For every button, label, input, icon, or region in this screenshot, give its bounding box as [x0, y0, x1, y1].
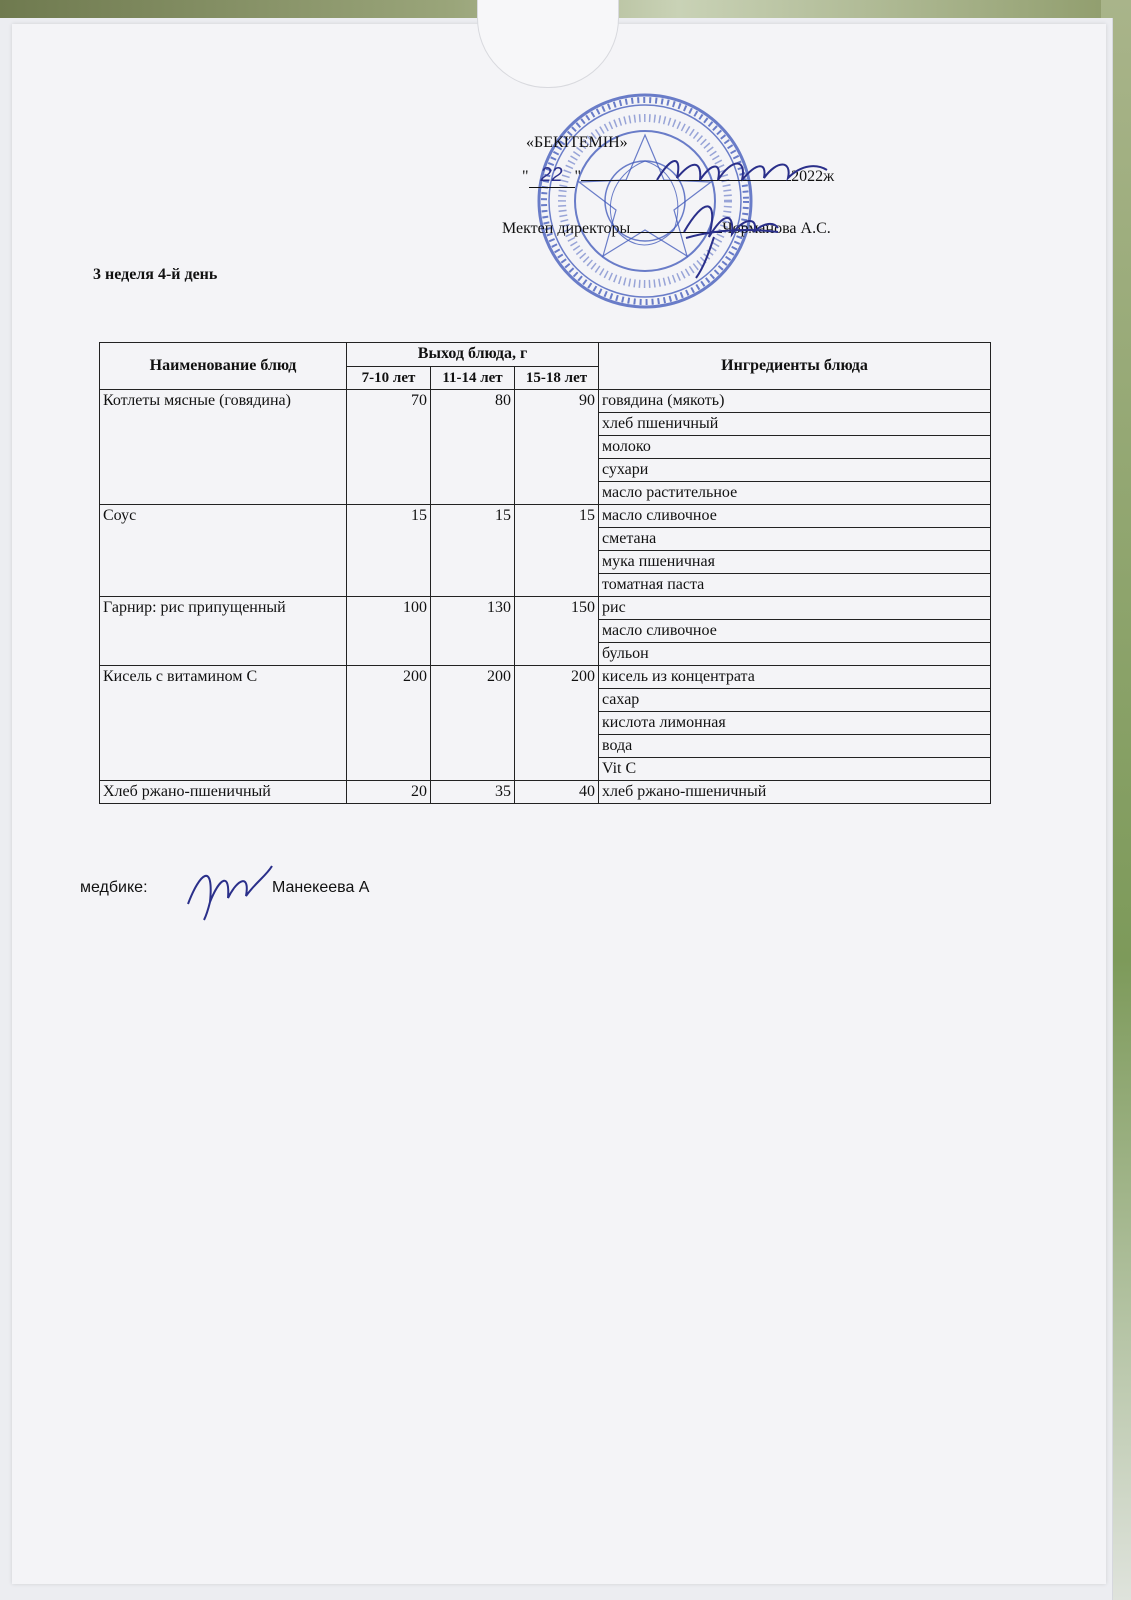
- dish-weight: 100: [347, 597, 431, 666]
- sleeve-tab-cutout: [477, 0, 619, 88]
- dish-weight: 80: [431, 390, 515, 505]
- header-age-7-10-label: 7-10 лет: [361, 369, 416, 386]
- header-ingredients: Ингредиенты блюда: [599, 343, 991, 390]
- dish-weight: 15: [347, 505, 431, 597]
- ingredient: Vit C: [599, 758, 991, 781]
- ingredient: масло сливочное: [599, 620, 991, 643]
- dish-weight: 40: [515, 781, 599, 804]
- header-portion: Выход блюда, г: [347, 343, 599, 367]
- dish-weight: 15: [431, 505, 515, 597]
- header-age-15-18: [515, 366, 599, 390]
- nurse-name: Манекеева А: [272, 879, 370, 896]
- date-open-quote: ": [522, 168, 529, 185]
- dish-weight: 200: [431, 666, 515, 781]
- ingredient: масло сливочное: [599, 505, 991, 528]
- dish-weight: 35: [431, 781, 515, 804]
- date-day: 22: [529, 164, 575, 188]
- director-signature: [674, 192, 784, 282]
- dish-name: Хлеб ржано-пшеничный: [100, 781, 347, 804]
- dish-weight: 20: [347, 781, 431, 804]
- table-row: [100, 666, 991, 689]
- day-title: 3 неделя 4-й день: [93, 266, 218, 283]
- document-page: [12, 24, 1106, 1584]
- ingredient: бульон: [599, 643, 991, 666]
- date-close-quote: ": [574, 168, 582, 185]
- dish-weight: 90: [515, 390, 599, 505]
- ingredient: рис: [599, 597, 991, 620]
- dish-name: Кисель с витамином С: [100, 666, 347, 781]
- date-year: 2022ж: [791, 168, 835, 185]
- ingredient: сахар: [599, 689, 991, 712]
- dish-weight: 200: [347, 666, 431, 781]
- nurse-label: медбике:: [80, 879, 148, 896]
- dish-weight: 70: [347, 390, 431, 505]
- ingredient: хлеб пшеничный: [599, 413, 991, 436]
- ingredient: мука пшеничная: [599, 551, 991, 574]
- approval-title: «БЕКІТЕМІН»: [526, 134, 628, 151]
- menu-table: [99, 342, 991, 804]
- director-name: Чорманова А.С.: [722, 220, 831, 237]
- dish-weight: 15: [515, 505, 599, 597]
- dish-weight: 200: [515, 666, 599, 781]
- table-row: [100, 505, 991, 528]
- ingredient: кислота лимонная: [599, 712, 991, 735]
- table-row: [100, 597, 991, 620]
- header-age-15-18-label: 15-18 лет: [525, 369, 588, 386]
- dish-name: Соус: [100, 505, 347, 597]
- director-label: Мектеп директоры: [502, 220, 631, 237]
- header-age-11-14: [431, 366, 515, 390]
- ingredient: масло растительное: [599, 482, 991, 505]
- ingredient: говядина (мякоть): [599, 390, 991, 413]
- ingredient: сметана: [599, 528, 991, 551]
- handwritten-month-mark: [652, 150, 835, 190]
- ingredient: кисель из концентрата: [599, 666, 991, 689]
- header-age-11-14-label: 11-14 лет: [442, 369, 503, 386]
- dish-name: Котлеты мясные (говядина): [100, 390, 347, 505]
- ingredient: томатная паста: [599, 574, 991, 597]
- table-row: [100, 390, 991, 413]
- header-dish-name: Наименование блюд: [100, 343, 347, 390]
- dish-weight: 150: [515, 597, 599, 666]
- dish-name: Гарнир: рис припущенный: [100, 597, 347, 666]
- nurse-signature: [180, 852, 276, 922]
- table-row: [100, 781, 991, 804]
- ingredient: молоко: [599, 436, 991, 459]
- ingredient: сухари: [599, 459, 991, 482]
- ingredient: хлеб ржано-пшеничный: [599, 781, 991, 804]
- dish-weight: 130: [431, 597, 515, 666]
- ingredient: вода: [599, 735, 991, 758]
- header-age-7-10: [347, 366, 431, 390]
